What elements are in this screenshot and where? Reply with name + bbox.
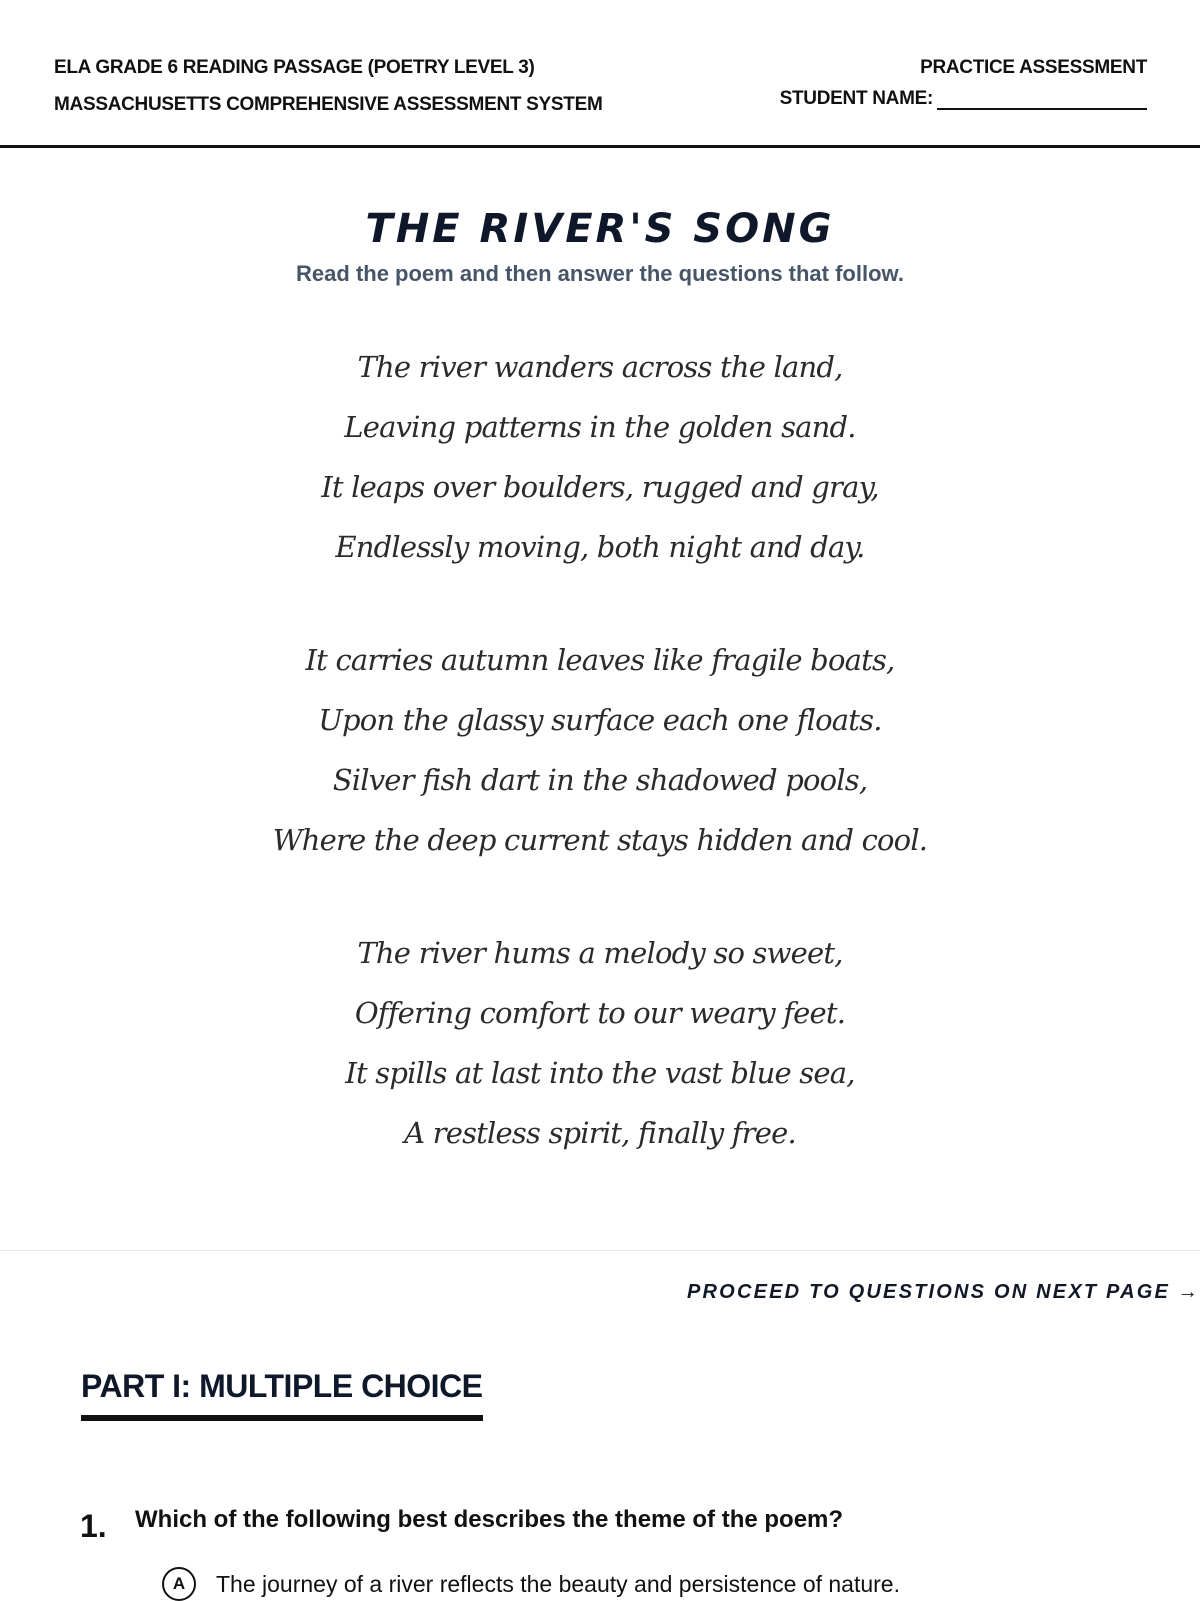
student-name-label: STUDENT NAME: (779, 88, 933, 109)
student-name-field[interactable] (937, 90, 1147, 110)
poem-line: It leaps over boulders, rugged and gray, (321, 470, 879, 504)
proceed-next-page-link[interactable]: PROCEED TO QUESTIONS ON NEXT PAGE → (687, 1281, 1200, 1303)
poem-line: The river wanders across the land, (357, 350, 843, 384)
part-heading: PART I: MULTIPLE CHOICE (81, 1368, 483, 1421)
assessment-system: MASSACHUSETTS COMPREHENSIVE ASSESSMENT SYSTEM (54, 94, 603, 115)
stanza (0, 937, 1200, 1177)
stanza (0, 351, 1200, 591)
poem-body (0, 351, 1200, 1177)
poem-line: A restless spirit, finally free. (404, 1116, 796, 1150)
section-divider (0, 1250, 1200, 1251)
poem-instructions: Read the poem and then answer the questions that follow. (296, 261, 904, 286)
poem-line: It carries autumn leaves like fragile boats, (305, 643, 895, 677)
poem-line: Offering comfort to our weary feet. (354, 996, 846, 1030)
question-number: 1. (80, 1508, 107, 1544)
poem-line: Silver fish dart in the shadowed pools, (332, 763, 868, 797)
poem-title: THE RIVER'S SONG (365, 206, 835, 252)
stanza (0, 644, 1200, 884)
option-radio-a[interactable]: A (162, 1567, 196, 1601)
poem-line: It spills at last into the vast blue sea, (345, 1056, 855, 1090)
practice-label: PRACTICE ASSESSMENT (920, 57, 1147, 78)
assessment-title: ELA GRADE 6 READING PASSAGE (POETRY LEVEL 3) (54, 57, 535, 78)
poem-line: Leaving patterns in the golden sand. (344, 410, 856, 444)
question-text: Which of the following best describes the theme of the poem? (135, 1506, 844, 1533)
page-header (0, 0, 1200, 148)
poem-line: Upon the glassy surface each one floats. (318, 703, 882, 737)
poem-line: Endlessly moving, both night and day. (335, 530, 865, 564)
answer-option-a[interactable] (162, 1567, 900, 1601)
poem-line: Where the deep current stays hidden and cool. (272, 823, 928, 857)
poem-line: The river hums a melody so sweet, (357, 936, 843, 970)
student-name-row (780, 88, 1147, 110)
option-text: The journey of a river reflects the beauty and persistence of nature. (216, 1570, 900, 1597)
